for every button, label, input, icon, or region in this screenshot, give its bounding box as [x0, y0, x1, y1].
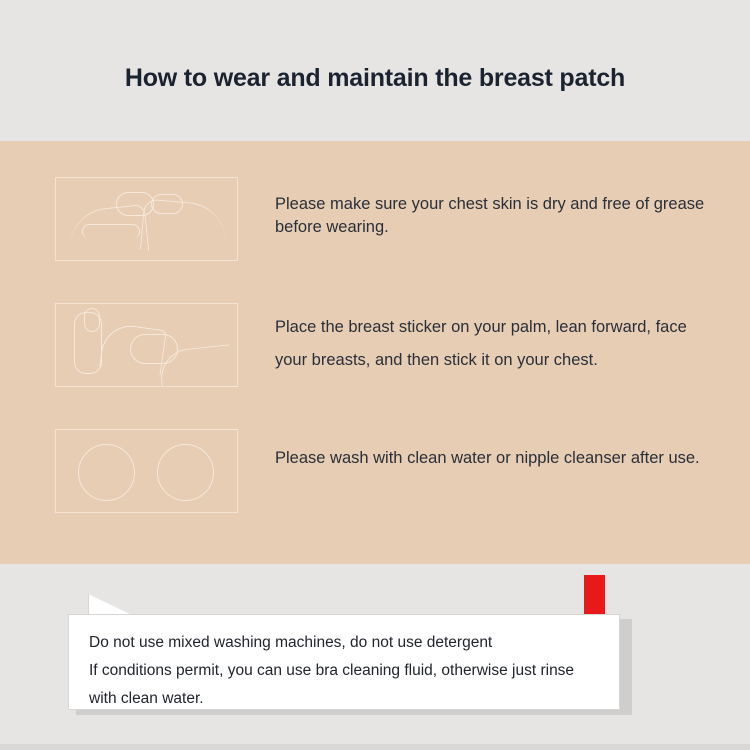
steps-panel	[0, 141, 750, 564]
note-line-2: If conditions permit, you can use bra cleaning fluid, otherwise just rinse with clean water.	[89, 662, 575, 707]
step-text-3: Please wash with clean water or nipple cleanser after use.	[275, 449, 700, 467]
step-text-2: Place the breast sticker on your palm, lean forward, face your breasts, and then stick it on your chest.	[275, 318, 687, 369]
note-area	[0, 564, 750, 750]
page-title: How to wear and maintain the breast patch	[124, 64, 626, 92]
patch-circle-icon	[78, 444, 135, 501]
step-item-1	[55, 177, 705, 261]
bottom-strip	[0, 744, 750, 750]
patch-circle-icon	[157, 444, 214, 501]
header	[0, 0, 750, 141]
finger-shape	[151, 194, 183, 214]
applying-patch-illustration	[55, 303, 238, 387]
callout-pointer-icon	[88, 594, 134, 616]
wrist-shape	[82, 224, 140, 239]
finger-shape	[84, 308, 100, 332]
step-text-1: Please make sure your chest skin is dry and free of grease before wearing.	[275, 195, 705, 236]
step-item-3	[55, 429, 705, 513]
step-item-2	[55, 303, 705, 387]
note-line-1: Do not use mixed washing machines, do not use detergent	[89, 634, 493, 651]
hands-illustration	[55, 177, 238, 261]
note-box	[68, 614, 620, 710]
finger-shape	[116, 192, 154, 216]
two-patches-illustration	[55, 429, 238, 513]
